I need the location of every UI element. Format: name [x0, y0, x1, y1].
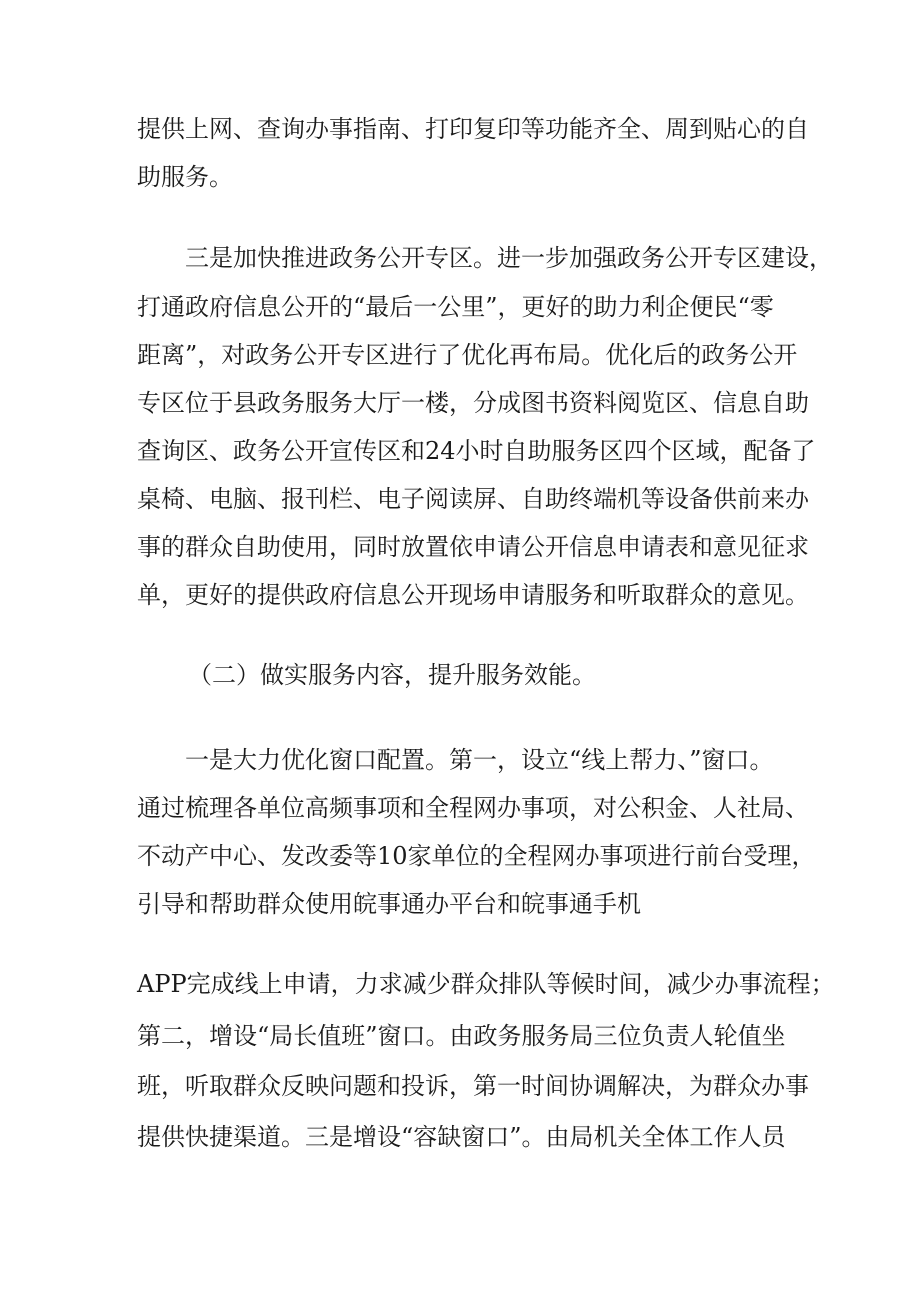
paragraph-line: 提供快捷渠道。三是增设“容缺窗口”。由局机关全体工作人员 — [137, 1123, 786, 1151]
paragraph-line: 助服务。 — [137, 163, 233, 191]
paragraph-line: 第二，增设“局长值班”窗口。由政务服务局三位负责人轮值坐 — [137, 1022, 786, 1050]
paragraph-line: 不动产中心、发改委等10家单位的全程网办事项进行前台受理， — [137, 842, 816, 870]
paragraph-line: 班，听取群众反映问题和投诉，第一时间协调解决，为群众办事 — [137, 1072, 809, 1100]
paragraph-line: 打通政府信息公开的“最后一公里”，更好的助力利企便民“零 — [137, 293, 774, 321]
paragraph-line: 引导和帮助群众使用皖事通办平台和皖事通手机 — [137, 890, 641, 918]
paragraph-line: APP完成线上申请，力求减少群众排队等候时间，减少办事流程； — [137, 970, 835, 998]
paragraph-line: 提供上网、查询办事指南、打印复印等功能齐全、周到贴心的自 — [137, 115, 809, 143]
paragraph-line: 三是加快推进政务公开专区。进一步加强政务公开专区建设， — [185, 244, 833, 272]
section-heading: （二）做实服务内容，提升服务效能。 — [188, 661, 596, 689]
paragraph-line: 一是大力优化窗口配置。第一，设立“线上帮力、”窗口。 — [185, 746, 774, 774]
paragraph-line: 距离”，对政务公开专区进行了优化再布局。优化后的政务公开 — [137, 341, 798, 369]
paragraph-line: 桌椅、电脑、报刊栏、电子阅读屏、自助终端机等设备供前来办 — [137, 485, 809, 513]
paragraph-line: 查询区、政务公开宣传区和24小时自助服务区四个区域，配备了 — [137, 437, 816, 465]
paragraph-line: 专区位于县政务服务大厅一楼，分成图书资料阅览区、信息自助 — [137, 389, 809, 417]
paragraph-line: 事的群众自助使用，同时放置依申请公开信息申请表和意见征求 — [137, 533, 809, 561]
paragraph-line: 单，更好的提供政府信息公开现场申请服务和听取群众的意见。 — [137, 581, 809, 609]
paragraph-line: 通过梳理各单位高频事项和全程网办事项，对公积金、人社局、 — [137, 794, 809, 822]
